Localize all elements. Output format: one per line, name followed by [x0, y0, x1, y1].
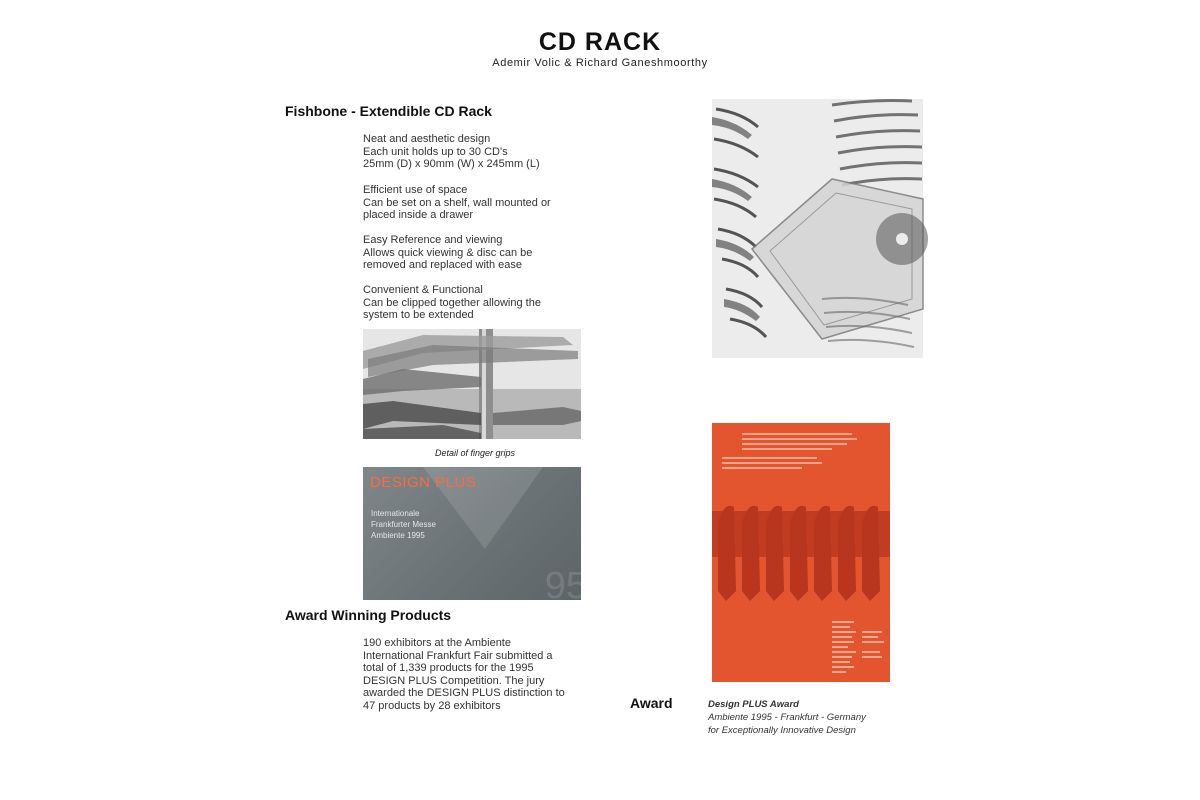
feature-4-line-1: Convenient & Functional	[363, 284, 483, 296]
award-line-6: 47 products by 28 exhibitors	[363, 699, 501, 712]
finger-grips-photo	[363, 329, 581, 439]
feature-2-line-3: placed inside a drawer	[363, 209, 474, 222]
feature-1-line-3: 25mm (D) x 90mm (W) x 245mm (L)	[363, 158, 540, 171]
award-line-2: International Frankfurt Fair submitted a	[363, 649, 553, 662]
cd-rack-photo	[712, 99, 923, 358]
feature-3-line-1: Easy Reference and viewing	[363, 234, 503, 246]
award-line-5: awarded the DESIGN PLUS distinction to	[363, 687, 565, 700]
page-title: CD RACK	[538, 28, 662, 56]
award-line-4: DESIGN PLUS Competition. The jury	[363, 674, 545, 687]
design-plus-line-2: Frankfurter Messe	[371, 520, 436, 529]
feature-block-1	[363, 133, 540, 171]
design-plus-line-3: Ambiente 1995	[371, 531, 425, 540]
feature-block-2	[363, 184, 551, 222]
cd-rack-drawing	[712, 99, 923, 358]
award-caption-title: Design PLUS Award	[708, 699, 799, 710]
design-plus-image	[363, 467, 587, 607]
authors-line: Ademir Volic & Richard Ganeshmoorthy	[492, 57, 708, 69]
feature-4-line-2: Can be clipped together allowing the	[363, 296, 541, 309]
award-caption-line-2: for Exceptionally Innovative Design	[708, 725, 856, 736]
design-plus-line-1: Internationale	[371, 509, 420, 518]
poster-drawing	[712, 423, 890, 682]
award-caption	[708, 698, 866, 737]
feature-4-line-3: system to be extended	[363, 309, 474, 322]
award-line-1: 190 exhibitors at the Ambiente	[363, 637, 511, 649]
finger-grips-drawing	[363, 329, 581, 439]
award-paragraph	[363, 637, 565, 713]
feature-1-line-1: Neat and aesthetic design	[363, 133, 491, 145]
award-caption-line-1: Ambiente 1995 - Frankfurt - Germany	[708, 712, 866, 723]
design-plus-logo: DESIGN PLUS	[370, 474, 477, 491]
product-heading: Fishbone - Extendible CD Rack	[285, 103, 492, 119]
design-plus-poster	[712, 423, 890, 682]
feature-3-line-2: Allows quick viewing & disc can be	[363, 246, 533, 259]
feature-3-line-3: removed and replaced with ease	[363, 259, 522, 272]
award-label: Award	[630, 695, 673, 711]
award-line-3: total of 1,339 products for the 1995	[363, 662, 534, 675]
feature-block-3	[363, 234, 532, 272]
feature-2-line-2: Can be set on a shelf, wall mounted or	[363, 196, 551, 209]
design-plus-text	[371, 508, 436, 541]
feature-2-line-1: Efficient use of space	[363, 184, 468, 196]
finger-grips-caption: Detail of finger grips	[434, 448, 516, 458]
award-heading: Award Winning Products	[285, 607, 452, 623]
design-plus-year: 95	[544, 565, 587, 607]
feature-1-line-2: Each unit holds up to 30 CD's	[363, 145, 508, 158]
feature-block-4	[363, 284, 541, 322]
